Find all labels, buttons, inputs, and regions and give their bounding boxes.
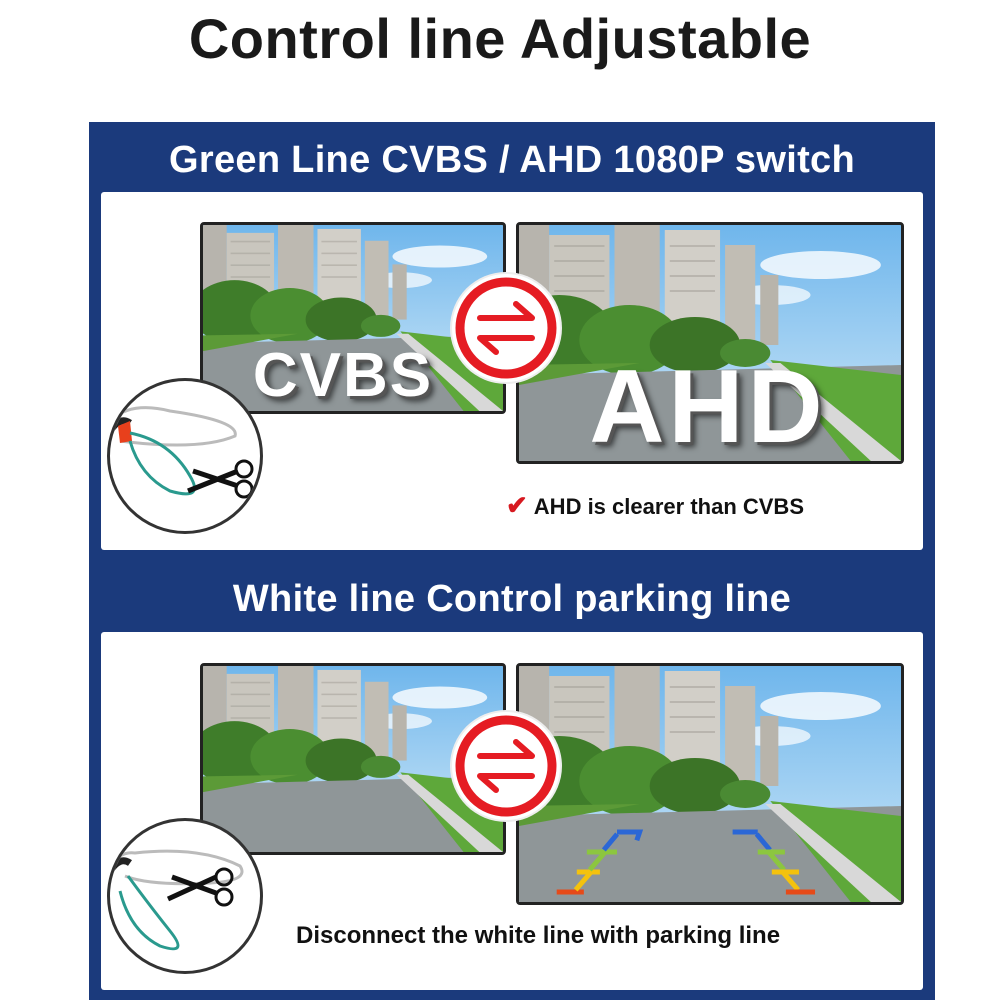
scissors-icon — [188, 461, 252, 497]
scissors-icon — [168, 869, 232, 905]
ahd-overlay-label: AHD — [589, 349, 827, 465]
green-wire-illustration — [107, 378, 263, 534]
page-title: Control line Adjustable — [188, 7, 812, 70]
white-wire-illustration — [107, 818, 263, 974]
section2-heading: White line Control parking line — [232, 578, 792, 620]
switch-arrows-icon — [452, 712, 560, 820]
section2-caption: Disconnect the white line with parking line — [296, 922, 781, 949]
section1-caption-text: AHD is clearer than CVBS — [533, 494, 804, 519]
section1-heading: Green Line CVBS / AHD 1080P switch — [169, 139, 855, 181]
checkmark-icon: ✔ — [506, 490, 528, 520]
switch-arrows-icon — [452, 274, 560, 382]
camera-view-with-parking-lines — [516, 663, 904, 905]
parking-guide-lines — [519, 666, 901, 902]
section1-caption — [506, 490, 804, 521]
cvbs-overlay-label: CVBS — [252, 341, 434, 410]
